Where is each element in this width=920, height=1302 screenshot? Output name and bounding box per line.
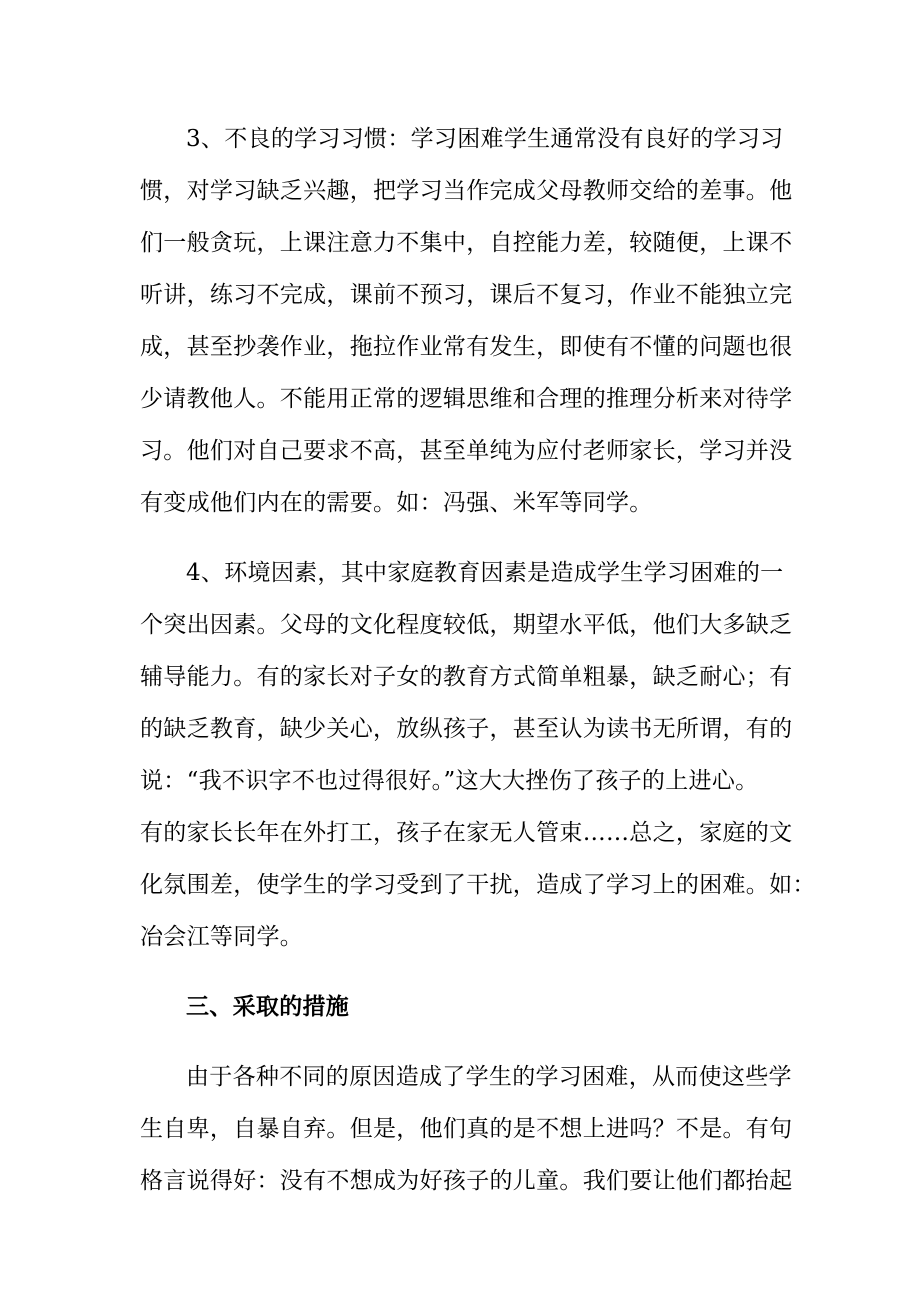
- section-heading: 三、采取的措施: [186, 993, 350, 1020]
- paragraph-line: 由于各种不同的原因造成了学生的学习困难，从而使这些学: [186, 1064, 792, 1090]
- paragraph-line: 4、环境因素，其中家庭教育因素是造成学生学习困难的一: [186, 560, 784, 586]
- paragraph-line: 生自卑，自暴自弃。但是，他们真的是不想上进吗？不是。有句: [140, 1116, 793, 1142]
- paragraph-gap: [140, 534, 786, 552]
- paragraph-line: 成，甚至抄袭作业，拖拉作业常有发生，即使有不懂的问题也很: [140, 334, 793, 360]
- paragraph-3: [140, 118, 793, 534]
- paragraph-line: 们一般贪玩，上课注意力不集中，自控能力差，较随便，上课不: [140, 230, 793, 256]
- paragraph-5: [140, 1056, 793, 1212]
- document-body: [140, 118, 816, 1212]
- paragraph-gap: [140, 968, 786, 986]
- paragraph-line: 惯，对学习缺乏兴趣，把学习当作完成父母教师交给的差事。他: [140, 178, 793, 204]
- paragraph-line: 习。他们对自己要求不高，甚至单纯为应付老师家长，学习并没: [140, 438, 793, 464]
- paragraph-line: 个突出因素。父母的文化程度较低，期望水平低，他们大多缺乏: [140, 612, 793, 638]
- paragraph-line: 少请教他人。不能用正常的逻辑思维和合理的推理分析来对待学: [140, 386, 793, 412]
- paragraph-line: 听讲，练习不完成，课前不预习，课后不复习，作业不能独立完: [140, 282, 793, 308]
- paragraph-line: 冶会江等同学。: [140, 924, 304, 950]
- paragraph-line: 3、不良的学习习惯：学习困难学生通常没有良好的学习习: [186, 126, 784, 152]
- paragraph-gap: [140, 1038, 786, 1056]
- paragraph-4: [140, 552, 816, 968]
- paragraph-line: 有的家长长年在外打工，孩子在家无人管束……总之，家庭的文: [140, 820, 793, 846]
- paragraph-line: 的缺乏教育，缺少关心，放纵孩子，甚至认为读书无所谓，有的: [140, 716, 793, 742]
- paragraph-line: 有变成他们内在的需要。如：冯强、米军等同学。: [140, 490, 653, 516]
- paragraph-line: 说：“我不识字不也过得很好。”这大大挫伤了孩子的上进心。: [140, 768, 759, 794]
- paragraph-line: 格言说得好：没有不想成为好孩子的儿童。我们要让他们都抬起: [140, 1168, 793, 1194]
- paragraph-line: 辅导能力。有的家长对子女的教育方式简单粗暴，缺乏耐心；有: [140, 664, 793, 690]
- paragraph-line: 化氛围差，使学生的学习受到了干扰，造成了学习上的困难。如：: [140, 872, 816, 898]
